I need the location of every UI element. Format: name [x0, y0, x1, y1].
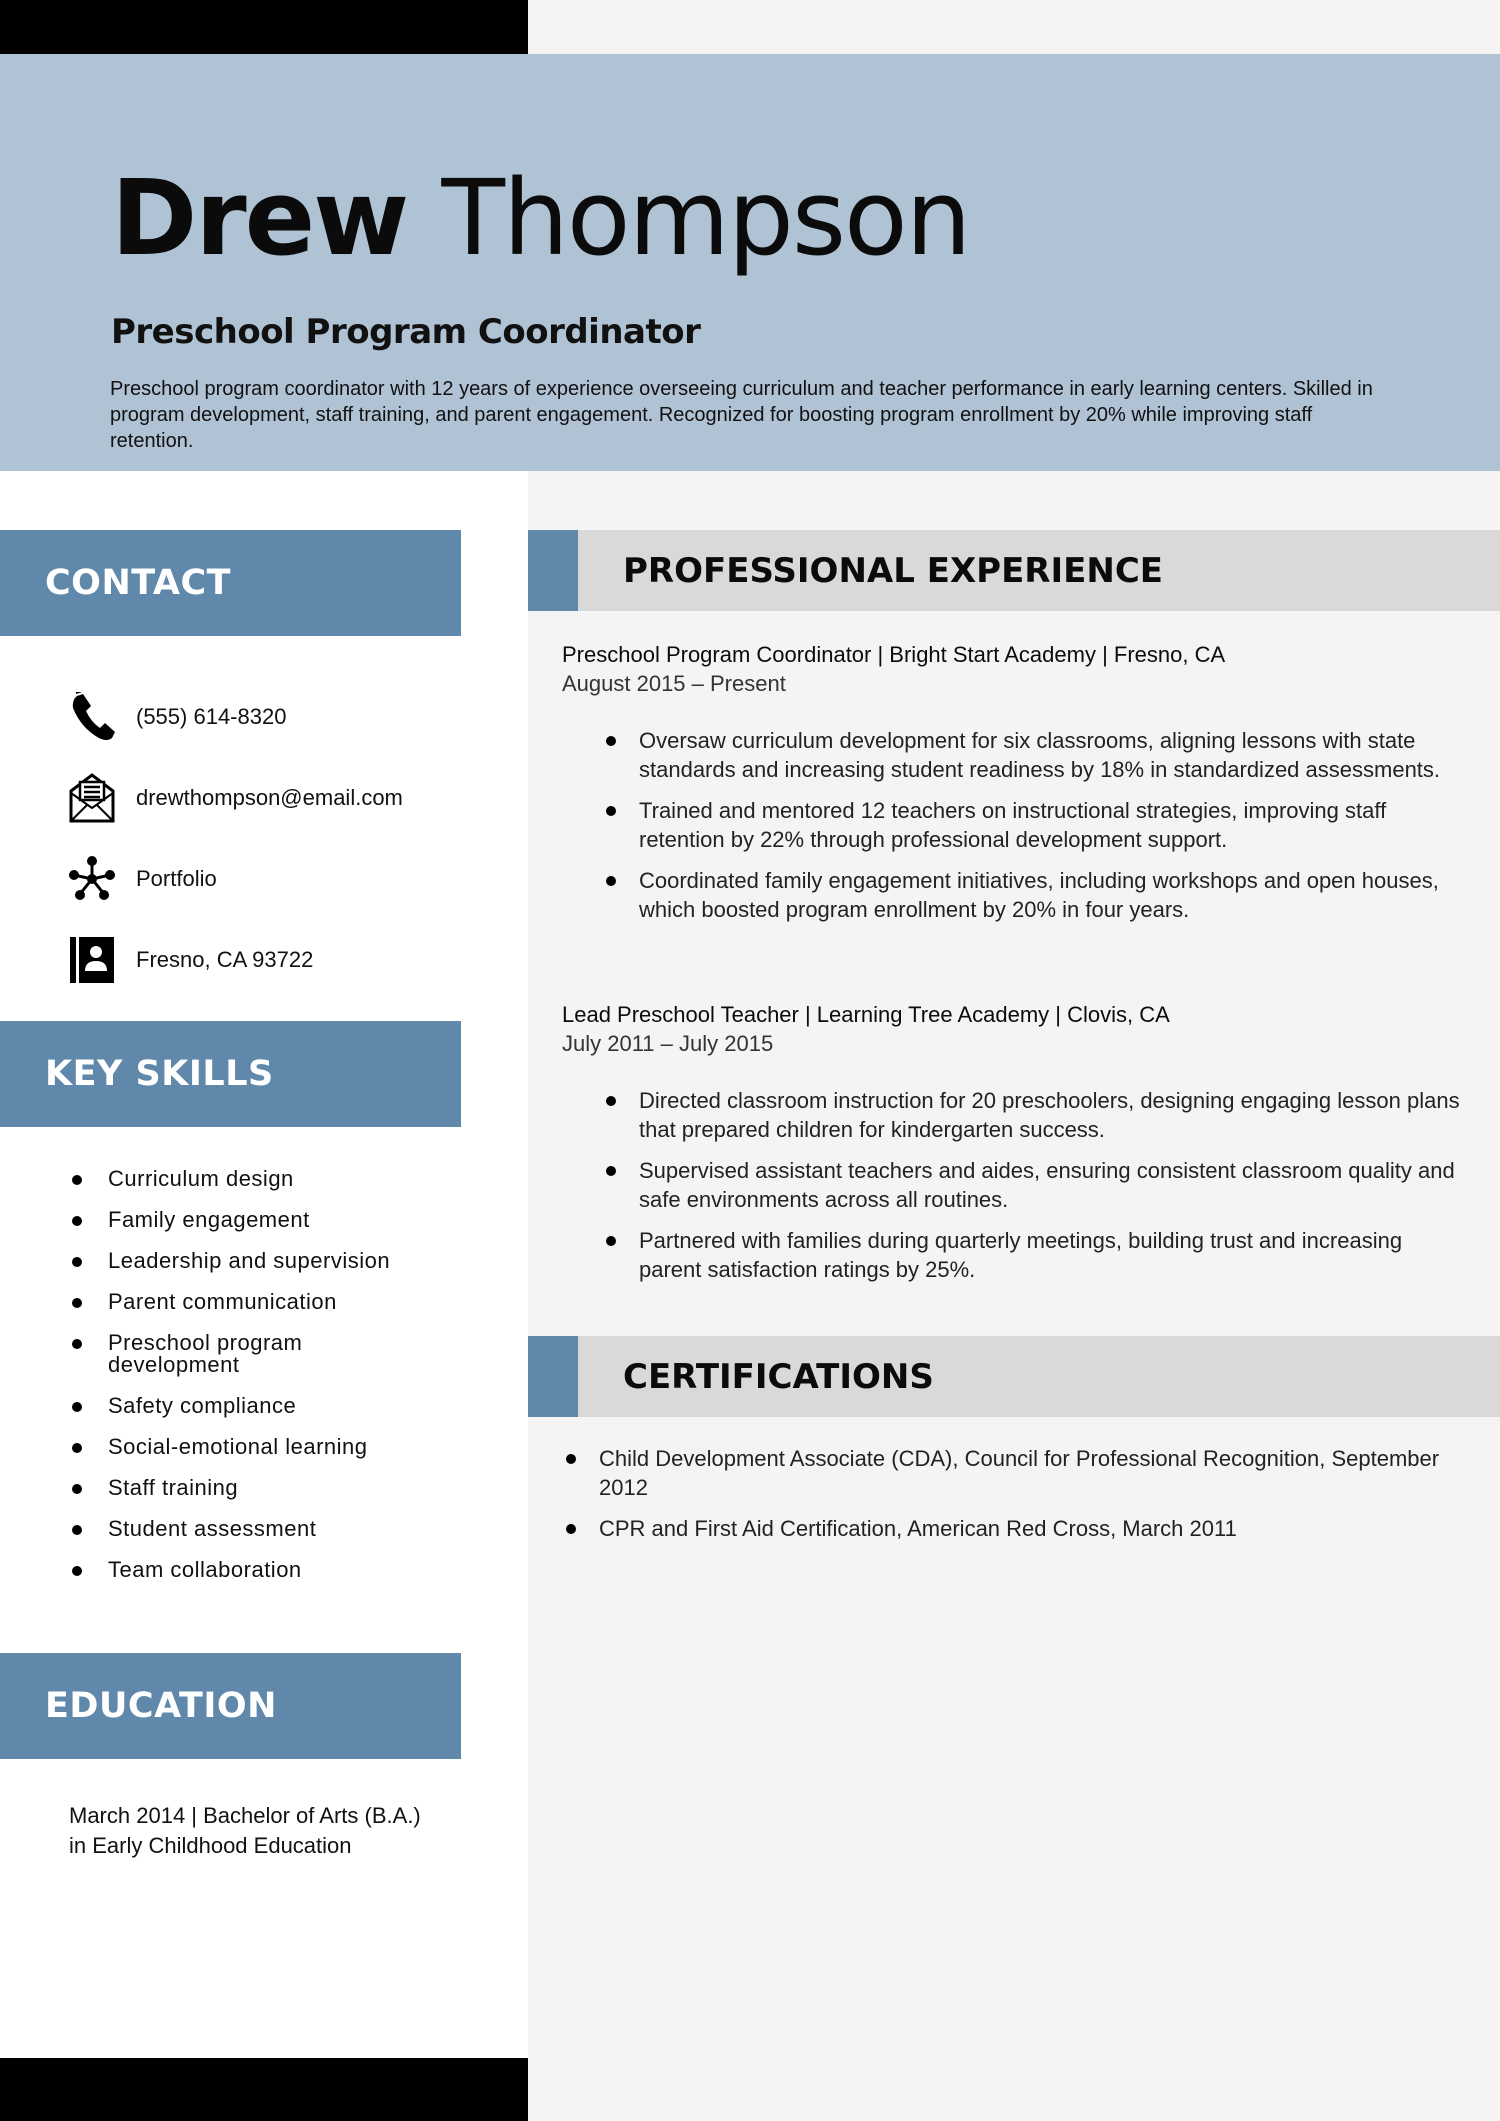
contact-phone[interactable]: [69, 676, 509, 757]
address-icon: [69, 935, 115, 985]
skill-item: Family engagement: [70, 1209, 470, 1231]
bottom-decorative-bar: [0, 2058, 528, 2121]
certifications-heading: CERTIFICATIONS: [623, 1356, 934, 1397]
contact-list: [69, 676, 509, 1000]
job-dates: August 2015 – Present: [562, 671, 786, 696]
certification-item: Child Development Associate (CDA), Council for Professional Recognition, September 2012: [599, 1444, 1479, 1502]
certifications-list: [599, 1444, 1479, 1555]
job-role: Preschool Program Coordinator | Bright Start Academy | Fresno, CA: [562, 642, 1226, 667]
contact-heading-bar: [0, 530, 461, 636]
phone-number: (555) 614-8320: [136, 703, 287, 729]
first-name: Drew: [111, 157, 408, 279]
certification-item: CPR and First Aid Certification, American Red Cross, March 2011: [599, 1514, 1479, 1543]
top-decorative-bar: [0, 0, 528, 54]
skill-item: Student assessment: [70, 1518, 470, 1540]
contact-address[interactable]: [69, 919, 509, 1000]
job-bullet: Oversaw curriculum development for six classrooms, aligning lessons with state standards and increasing student readiness by 18% in standardized assessments.: [639, 726, 1462, 784]
email-address: drewthompson@email.com: [136, 784, 403, 810]
job-bullet: Coordinated family engagement initiatives, including workshops and open houses, which boosted program enrollment by 20% in four years.: [639, 866, 1462, 924]
skill-item: Curriculum design: [70, 1168, 470, 1190]
job-dates: July 2011 – July 2015: [562, 1031, 774, 1056]
education-entry: March 2014 | Bachelor of Arts (B.A.) in Early Childhood Education: [69, 1803, 421, 1858]
certifications-heading-bar: [528, 1336, 1500, 1417]
portfolio-icon: [69, 854, 115, 904]
job-bullet: Supervised assistant teachers and aides, ensuring consistent classroom quality and safe environments across all routines.: [639, 1156, 1462, 1214]
job-bullet: Partnered with families during quarterly meetings, building trust and increasing parent satisfaction ratings by 25%.: [639, 1226, 1462, 1284]
phone-icon: [69, 692, 115, 742]
skill-item: Team collaboration: [70, 1559, 470, 1581]
job-bullets: [639, 726, 1462, 924]
heading-accent-block: [528, 530, 578, 611]
last-name: Thompson: [441, 157, 970, 279]
heading-accent-block: [528, 1336, 578, 1417]
job-title: Preschool Program Coordinator: [111, 312, 701, 352]
skill-item: Leadership and supervision: [70, 1250, 470, 1272]
professional-summary: Preschool program coordinator with 12 years of experience overseeing curriculum and teacher performance in early learning centers. Skilled in program development, staff training, and parent engagement. Recognized for boosting program enrollment by 20% while improving staff retention.: [110, 378, 1373, 452]
portfolio-link[interactable]: Portfolio: [136, 865, 217, 891]
skill-item: Staff training: [70, 1477, 470, 1499]
contact-email[interactable]: [69, 757, 509, 838]
resume-header: [0, 54, 1500, 471]
skill-item: Safety compliance: [70, 1395, 470, 1417]
skills-heading: KEY SKILLS: [45, 1054, 274, 1094]
experience-heading: PROFESSIONAL EXPERIENCE: [623, 550, 1163, 591]
address-text: Fresno, CA 93722: [136, 946, 314, 972]
job-bullet: Trained and mentored 12 teachers on instructional strategies, improving staff retention by 22% through professional development support.: [639, 796, 1462, 854]
contact-portfolio[interactable]: [69, 838, 509, 919]
skills-list: [70, 1168, 470, 1600]
experience-heading-bar: [528, 530, 1500, 611]
candidate-name: [111, 157, 970, 279]
education-heading-bar: [0, 1653, 461, 1759]
job-entry: [562, 640, 1462, 936]
job-bullet: Directed classroom instruction for 20 preschoolers, designing engaging lesson plans that prepared children for kindergarten success.: [639, 1086, 1462, 1144]
skill-item: Social-emotional learning: [70, 1436, 470, 1458]
skill-item: Preschool program development: [70, 1332, 338, 1376]
education-heading: EDUCATION: [45, 1686, 277, 1726]
skill-item: Parent communication: [70, 1291, 470, 1313]
contact-heading: CONTACT: [45, 563, 232, 603]
job-role: Lead Preschool Teacher | Learning Tree Academy | Clovis, CA: [562, 1002, 1170, 1027]
skills-heading-bar: [0, 1021, 461, 1127]
email-icon: [69, 773, 115, 823]
job-bullets: [639, 1086, 1462, 1284]
job-entry: [562, 1000, 1462, 1296]
